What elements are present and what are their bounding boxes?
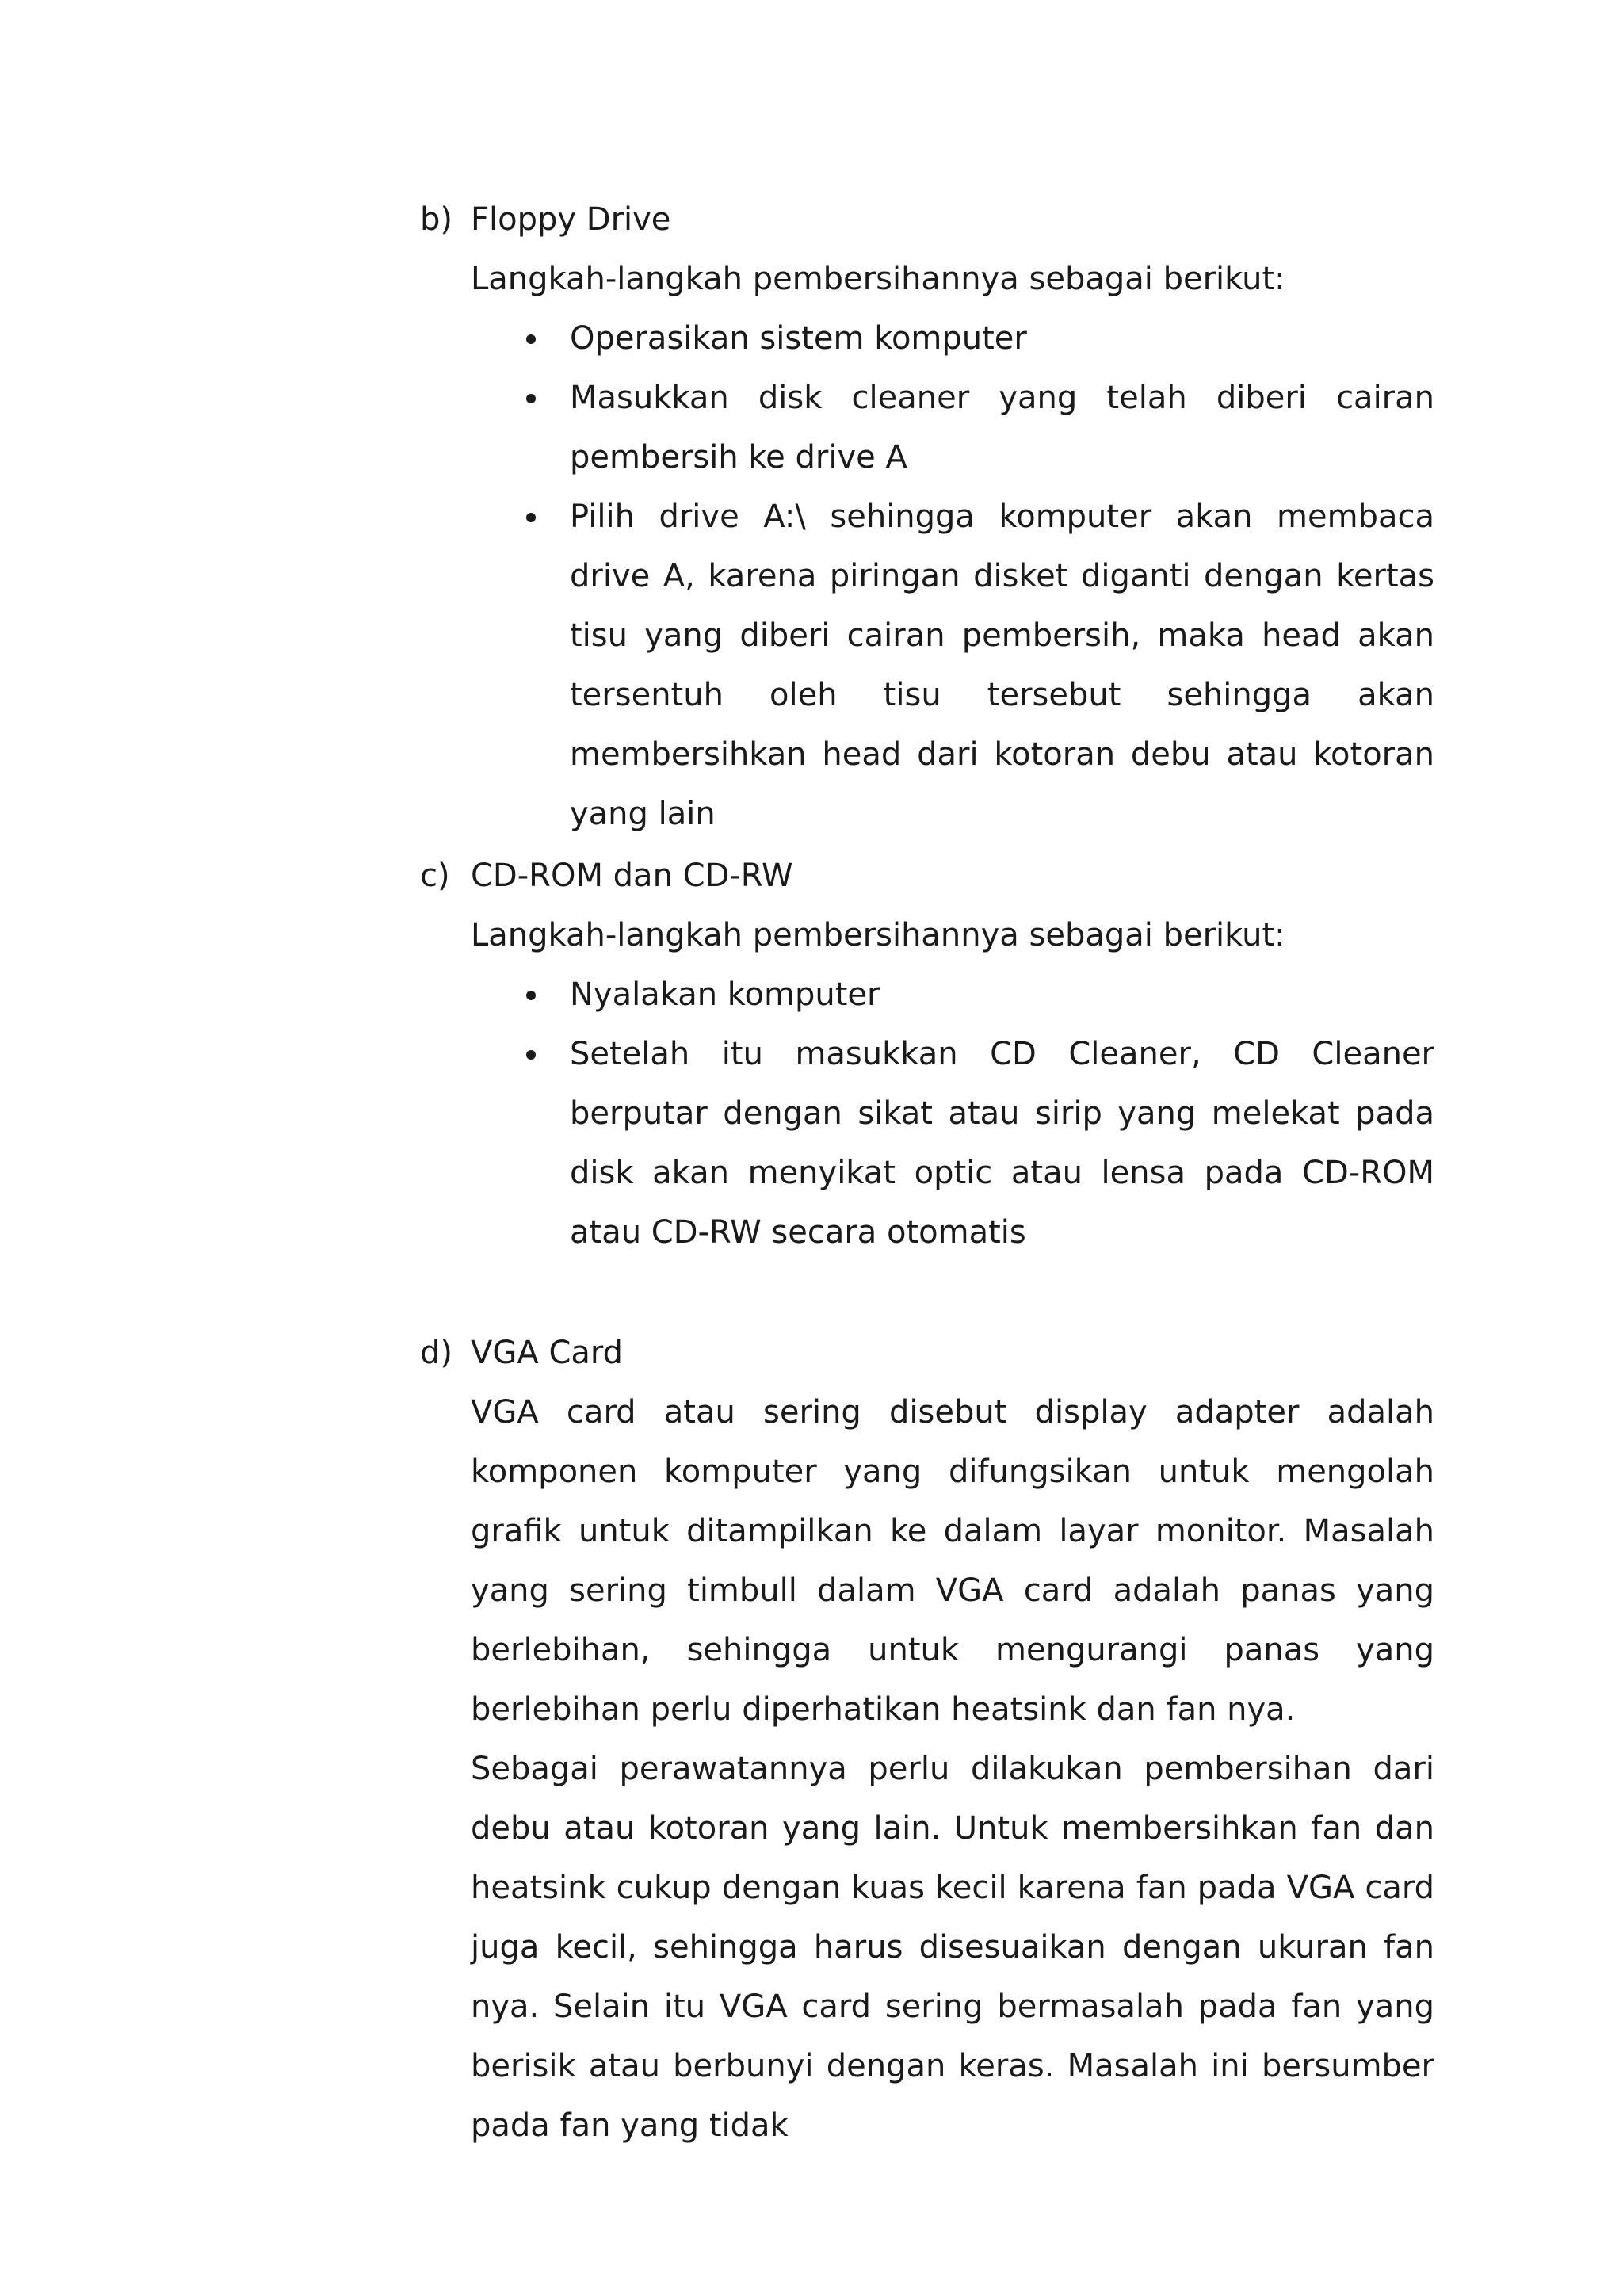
section-title: CD-ROM dan CD-RW <box>471 858 793 894</box>
section-title: Floppy Drive <box>471 201 671 238</box>
section-body <box>471 906 1434 1263</box>
paragraph: Sebagai perawatannya perlu dilakukan pembersihan dari debu atau kotoran yang lain. Untuk membersihkan fan dan heatsink cukup dengan kuas kecil karena fan pada VGA card juga kecil, sehingga harus disesuaikan dengan ukuran fan nya. Selain itu VGA card sering bermasalah pada fan yang berisik atau berbunyi dengan keras. Masalah ini bersumber pada fan yang tidak <box>471 1751 1434 2144</box>
section-title: VGA Card <box>471 1335 624 1371</box>
section-marker: c) <box>420 858 450 894</box>
list-item <box>471 1025 1434 1263</box>
section-body <box>471 250 1434 844</box>
list-item-text: Setelah itu masukkan CD Cleaner, CD Cleaner berputar dengan sikat atau sirip yang melekat pada disk akan menyikat optic atau lensa pada CD-ROM atau CD-RW secara otomatis <box>570 1036 1434 1251</box>
list-item-text: Masukkan disk cleaner yang telah diberi cairan pembersih ke drive A <box>570 380 1434 476</box>
section-heading <box>420 1324 1434 1383</box>
list-item <box>471 369 1434 487</box>
section-vga-card <box>420 1324 1434 2156</box>
list-item-text: Operasikan sistem komputer <box>570 320 1027 357</box>
section-floppy-drive <box>420 190 1434 844</box>
list-item-text: Pilih drive A:\ sehingga komputer akan membaca drive A, karena piringan disket diganti dengan kertas tisu yang diberi cairan pembersih, maka head akan tersentuh oleh tisu tersebut sehingga akan membersihkan head dari kotoran debu atau kotoran yang lain <box>570 499 1434 832</box>
section-intro: Langkah-langkah pembersihannya sebagai berikut: <box>471 261 1285 297</box>
list-item <box>471 487 1434 844</box>
section-heading <box>420 190 1434 250</box>
section-marker: b) <box>420 201 453 238</box>
bullet-icon <box>526 334 536 344</box>
bullet-icon <box>526 1050 536 1060</box>
bullet-icon <box>526 513 536 522</box>
section-cd-rom <box>420 846 1434 1263</box>
paragraph: VGA card atau sering disebut display adapter adalah komponen komputer yang difungsikan untuk mengolah grafik untuk ditampilkan ke dalam layar monitor. Masalah yang sering timbull dalam VGA card adalah panas yang berlebihan, sehingga untuk mengurangi panas yang berlebihan perlu diperhatikan heatsink dan fan nya. <box>471 1394 1434 1728</box>
bullet-list <box>471 965 1434 1263</box>
bullet-icon <box>526 394 536 403</box>
bullet-list <box>471 309 1434 844</box>
section-marker: d) <box>420 1335 453 1371</box>
section-heading <box>420 846 1434 906</box>
section-intro: Langkah-langkah pembersihannya sebagai berikut: <box>471 917 1285 953</box>
list-item-text: Nyalakan komputer <box>570 976 880 1013</box>
list-item <box>471 965 1434 1025</box>
bullet-icon <box>526 991 536 1000</box>
section-body <box>471 1383 1434 2156</box>
list-item <box>471 309 1434 369</box>
